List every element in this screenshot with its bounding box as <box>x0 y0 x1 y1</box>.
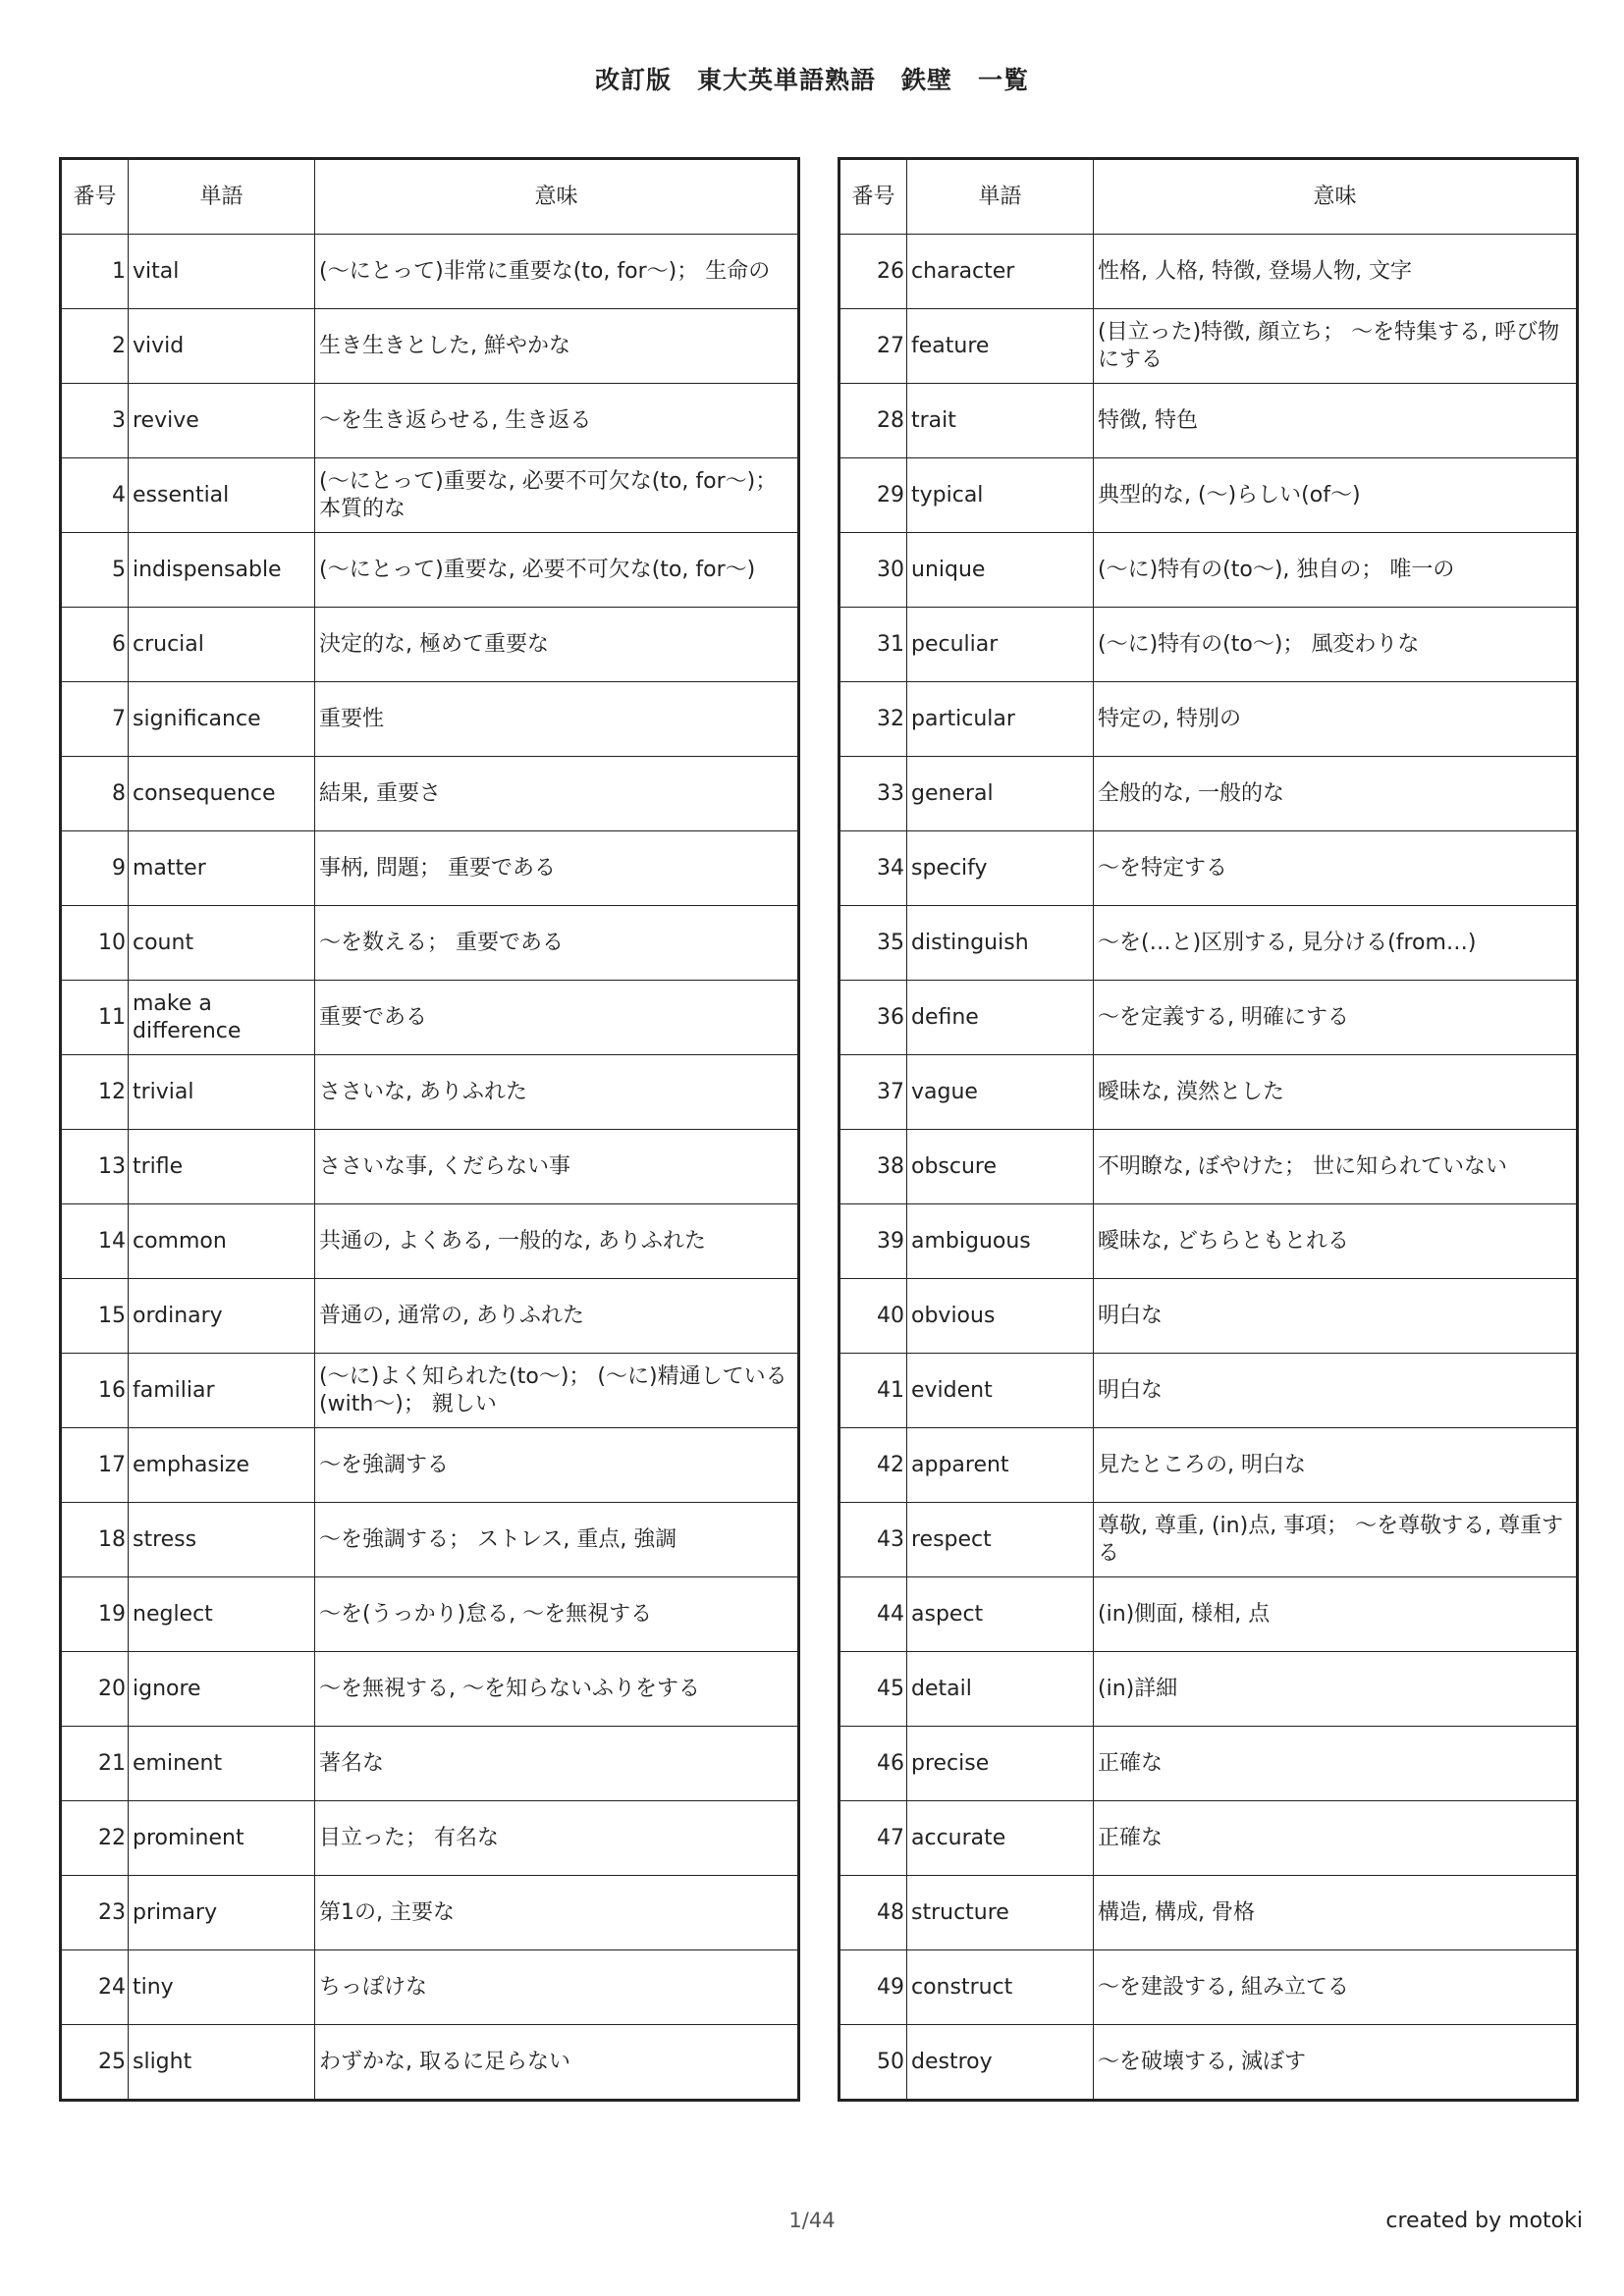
table-row <box>839 1727 1578 1801</box>
entry-word: common <box>129 1204 315 1279</box>
entry-meaning: ～を建設する, 組み立てる <box>1094 1950 1578 2025</box>
entry-number: 23 <box>61 1876 129 1950</box>
entry-number: 38 <box>839 1130 907 1204</box>
entry-number: 35 <box>839 906 907 981</box>
table-row <box>839 757 1578 831</box>
entry-number: 33 <box>839 757 907 831</box>
table-row <box>839 1577 1578 1652</box>
entry-meaning: (～にとって)非常に重要な(to, for～)； 生命の <box>315 235 799 309</box>
entry-meaning: 正確な <box>1094 1801 1578 1876</box>
entry-word: accurate <box>907 1801 1094 1876</box>
entry-word: trivial <box>129 1055 315 1130</box>
table-row <box>839 458 1578 533</box>
header-number: 番号 <box>61 159 129 235</box>
entry-number: 34 <box>839 831 907 906</box>
entry-meaning: ～を(…と)区別する, 見分ける(from…) <box>1094 906 1578 981</box>
entry-meaning: 性格, 人格, 特徴, 登場人物, 文字 <box>1094 235 1578 309</box>
entry-number: 44 <box>839 1577 907 1652</box>
table-row <box>61 906 799 981</box>
entry-word: detail <box>907 1652 1094 1727</box>
entry-meaning: ～を強調する <box>315 1428 799 1503</box>
entry-number: 29 <box>839 458 907 533</box>
entry-word: count <box>129 906 315 981</box>
entry-number: 25 <box>61 2025 129 2101</box>
entry-number: 2 <box>61 309 129 384</box>
entry-meaning: 共通の, よくある, 一般的な, ありふれた <box>315 1204 799 1279</box>
table-row <box>61 1130 799 1204</box>
entry-meaning: (～に)特有の(to～)； 風変わりな <box>1094 608 1578 682</box>
entry-word: trifle <box>129 1130 315 1204</box>
entry-word: precise <box>907 1727 1094 1801</box>
table-row <box>839 831 1578 906</box>
entry-number: 32 <box>839 682 907 757</box>
table-row <box>839 682 1578 757</box>
table-row <box>61 981 799 1055</box>
entry-meaning: ～を(うっかり)怠る, ～を無視する <box>315 1577 799 1652</box>
entry-word: essential <box>129 458 315 533</box>
entry-meaning: ～を破壊する, 滅ぼす <box>1094 2025 1578 2101</box>
entry-word: trait <box>907 384 1094 458</box>
entry-number: 28 <box>839 384 907 458</box>
entry-number: 27 <box>839 309 907 384</box>
table-row <box>839 1503 1578 1577</box>
table-row <box>61 757 799 831</box>
entry-meaning: ～を生き返らせる, 生き返る <box>315 384 799 458</box>
table-row <box>839 1876 1578 1950</box>
entry-number: 48 <box>839 1876 907 1950</box>
vocab-table-right <box>838 157 1579 2102</box>
entry-meaning: 尊敬, 尊重, (in)点, 事項； ～を尊敬する, 尊重する <box>1094 1503 1578 1577</box>
entry-number: 3 <box>61 384 129 458</box>
entry-word: consequence <box>129 757 315 831</box>
entry-word: indispensable <box>129 533 315 608</box>
entry-meaning: (目立った)特徴, 顔立ち； ～を特集する, 呼び物にする <box>1094 309 1578 384</box>
table-row <box>839 1279 1578 1354</box>
entry-meaning: 事柄, 問題； 重要である <box>315 831 799 906</box>
table-row <box>61 831 799 906</box>
entry-meaning: 生き生きとした, 鮮やかな <box>315 309 799 384</box>
entry-word: vital <box>129 235 315 309</box>
entry-number: 47 <box>839 1801 907 1876</box>
entry-meaning: 結果, 重要さ <box>315 757 799 831</box>
header-word: 単語 <box>129 159 315 235</box>
entry-number: 45 <box>839 1652 907 1727</box>
entry-word: significance <box>129 682 315 757</box>
entry-word: tiny <box>129 1950 315 2025</box>
entry-word: ordinary <box>129 1279 315 1354</box>
entry-meaning: ～を数える； 重要である <box>315 906 799 981</box>
table-row <box>61 1204 799 1279</box>
entry-number: 42 <box>839 1428 907 1503</box>
table-row <box>839 608 1578 682</box>
entry-number: 24 <box>61 1950 129 2025</box>
table-row <box>839 1055 1578 1130</box>
entry-meaning: 典型的な, (～)らしい(of～) <box>1094 458 1578 533</box>
entry-meaning: ささいな事, くだらない事 <box>315 1130 799 1204</box>
table-row <box>839 1652 1578 1727</box>
entry-word: primary <box>129 1876 315 1950</box>
entry-word: feature <box>907 309 1094 384</box>
entry-number: 17 <box>61 1428 129 1503</box>
entry-word: respect <box>907 1503 1094 1577</box>
entry-number: 20 <box>61 1652 129 1727</box>
entry-meaning: (in)側面, 様相, 点 <box>1094 1577 1578 1652</box>
entry-word: eminent <box>129 1727 315 1801</box>
entry-number: 50 <box>839 2025 907 2101</box>
entry-number: 19 <box>61 1577 129 1652</box>
entry-meaning: (in)詳細 <box>1094 1652 1578 1727</box>
table-row <box>61 1876 799 1950</box>
entry-meaning: 明白な <box>1094 1279 1578 1354</box>
entry-meaning: 見たところの, 明白な <box>1094 1428 1578 1503</box>
table-row <box>61 1354 799 1428</box>
header-meaning: 意味 <box>1094 159 1578 235</box>
entry-meaning: 不明瞭な, ぼやけた； 世に知られていない <box>1094 1130 1578 1204</box>
header-number: 番号 <box>839 159 907 235</box>
table-row <box>839 906 1578 981</box>
table-row <box>61 1279 799 1354</box>
entry-word: obscure <box>907 1130 1094 1204</box>
entry-meaning: 曖昧な, 漠然とした <box>1094 1055 1578 1130</box>
table-row <box>61 1801 799 1876</box>
entry-number: 12 <box>61 1055 129 1130</box>
entry-word: matter <box>129 831 315 906</box>
entry-meaning: ～を定義する, 明確にする <box>1094 981 1578 1055</box>
table-row <box>61 2025 799 2101</box>
table-row <box>61 1727 799 1801</box>
entry-meaning: 曖昧な, どちらともとれる <box>1094 1204 1578 1279</box>
table-row <box>839 981 1578 1055</box>
entry-number: 30 <box>839 533 907 608</box>
table-row <box>839 1130 1578 1204</box>
entry-number: 37 <box>839 1055 907 1130</box>
entry-meaning: 決定的な, 極めて重要な <box>315 608 799 682</box>
entry-number: 14 <box>61 1204 129 1279</box>
table-row <box>61 1577 799 1652</box>
entry-number: 1 <box>61 235 129 309</box>
entry-meaning: わずかな, 取るに足らない <box>315 2025 799 2101</box>
entry-word: obvious <box>907 1279 1094 1354</box>
entry-number: 18 <box>61 1503 129 1577</box>
entry-number: 36 <box>839 981 907 1055</box>
table-row <box>839 235 1578 309</box>
table-row <box>61 1652 799 1727</box>
entry-number: 15 <box>61 1279 129 1354</box>
header-word: 単語 <box>907 159 1094 235</box>
table-row <box>839 1950 1578 2025</box>
entry-number: 41 <box>839 1354 907 1428</box>
entry-meaning: 特定の, 特別の <box>1094 682 1578 757</box>
entry-number: 8 <box>61 757 129 831</box>
entry-word: apparent <box>907 1428 1094 1503</box>
table-row <box>839 1801 1578 1876</box>
table-row <box>61 682 799 757</box>
entry-meaning: 第1の, 主要な <box>315 1876 799 1950</box>
entry-word: particular <box>907 682 1094 757</box>
table-row <box>61 384 799 458</box>
entry-word: vivid <box>129 309 315 384</box>
table-row <box>61 608 799 682</box>
credit-text: created by motoki <box>1385 2209 1583 2233</box>
entry-meaning: 普通の, 通常の, ありふれた <box>315 1279 799 1354</box>
entry-meaning: 著名な <box>315 1727 799 1801</box>
entry-number: 22 <box>61 1801 129 1876</box>
table-row <box>839 1428 1578 1503</box>
entry-word: destroy <box>907 2025 1094 2101</box>
table-row <box>839 309 1578 384</box>
table-row <box>61 1055 799 1130</box>
entry-word: define <box>907 981 1094 1055</box>
entry-meaning: 正確な <box>1094 1727 1578 1801</box>
table-header-row <box>839 159 1578 235</box>
vocab-table-left <box>59 157 800 2102</box>
entry-word: stress <box>129 1503 315 1577</box>
entry-word: aspect <box>907 1577 1094 1652</box>
entry-number: 9 <box>61 831 129 906</box>
entry-word: character <box>907 235 1094 309</box>
entry-word: crucial <box>129 608 315 682</box>
entry-word: distinguish <box>907 906 1094 981</box>
table-row <box>839 1204 1578 1279</box>
entry-meaning: 重要である <box>315 981 799 1055</box>
table-row <box>839 384 1578 458</box>
table-row <box>61 1950 799 2025</box>
entry-number: 43 <box>839 1503 907 1577</box>
entry-number: 10 <box>61 906 129 981</box>
entry-word: construct <box>907 1950 1094 2025</box>
entry-word: evident <box>907 1354 1094 1428</box>
entry-word: ambiguous <box>907 1204 1094 1279</box>
entry-word: vague <box>907 1055 1094 1130</box>
entry-meaning: ちっぽけな <box>315 1950 799 2025</box>
entry-number: 4 <box>61 458 129 533</box>
entry-number: 21 <box>61 1727 129 1801</box>
table-row <box>61 458 799 533</box>
entry-meaning: ささいな, ありふれた <box>315 1055 799 1130</box>
entry-meaning: 特徴, 特色 <box>1094 384 1578 458</box>
entry-number: 39 <box>839 1204 907 1279</box>
table-row <box>839 533 1578 608</box>
entry-meaning: (～にとって)重要な, 必要不可欠な(to, for～)； 本質的な <box>315 458 799 533</box>
entry-number: 7 <box>61 682 129 757</box>
entry-meaning: 重要性 <box>315 682 799 757</box>
entry-number: 40 <box>839 1279 907 1354</box>
table-row <box>61 309 799 384</box>
entry-word: typical <box>907 458 1094 533</box>
document-title: 改訂版 東大英単語熟語 鉄壁 一覧 <box>594 66 1029 94</box>
entry-number: 46 <box>839 1727 907 1801</box>
entry-word: specify <box>907 831 1094 906</box>
entry-meaning: ～を無視する, ～を知らないふりをする <box>315 1652 799 1727</box>
entry-number: 16 <box>61 1354 129 1428</box>
entry-number: 13 <box>61 1130 129 1204</box>
entry-word: general <box>907 757 1094 831</box>
entry-word: familiar <box>129 1354 315 1428</box>
entry-number: 6 <box>61 608 129 682</box>
entry-meaning: (～にとって)重要な, 必要不可欠な(to, for～) <box>315 533 799 608</box>
entry-meaning: ～を特定する <box>1094 831 1578 906</box>
page-number: 1/44 <box>788 2209 836 2232</box>
table-header-row <box>61 159 799 235</box>
entry-word: structure <box>907 1876 1094 1950</box>
entry-word: revive <box>129 384 315 458</box>
entry-word: ignore <box>129 1652 315 1727</box>
entry-word: make a difference <box>129 981 315 1055</box>
table-row <box>61 1428 799 1503</box>
entry-word: slight <box>129 2025 315 2101</box>
entry-word: neglect <box>129 1577 315 1652</box>
entry-meaning: 全般的な, 一般的な <box>1094 757 1578 831</box>
entry-number: 26 <box>839 235 907 309</box>
entry-meaning: (～に)よく知られた(to～)； (～に)精通している(with～)； 親しい <box>315 1354 799 1428</box>
entry-meaning: ～を強調する； ストレス, 重点, 強調 <box>315 1503 799 1577</box>
entry-word: peculiar <box>907 608 1094 682</box>
entry-word: unique <box>907 533 1094 608</box>
table-row <box>61 235 799 309</box>
entry-number: 49 <box>839 1950 907 2025</box>
entry-number: 31 <box>839 608 907 682</box>
table-row <box>839 1354 1578 1428</box>
entry-meaning: 構造, 構成, 骨格 <box>1094 1876 1578 1950</box>
entry-meaning: 目立った； 有名な <box>315 1801 799 1876</box>
entry-word: emphasize <box>129 1428 315 1503</box>
entry-word: prominent <box>129 1801 315 1876</box>
entry-number: 11 <box>61 981 129 1055</box>
table-row <box>839 2025 1578 2101</box>
entry-number: 5 <box>61 533 129 608</box>
table-row <box>61 1503 799 1577</box>
header-meaning: 意味 <box>315 159 799 235</box>
entry-meaning: 明白な <box>1094 1354 1578 1428</box>
entry-meaning: (～に)特有の(to～), 独自の； 唯一の <box>1094 533 1578 608</box>
table-row <box>61 533 799 608</box>
